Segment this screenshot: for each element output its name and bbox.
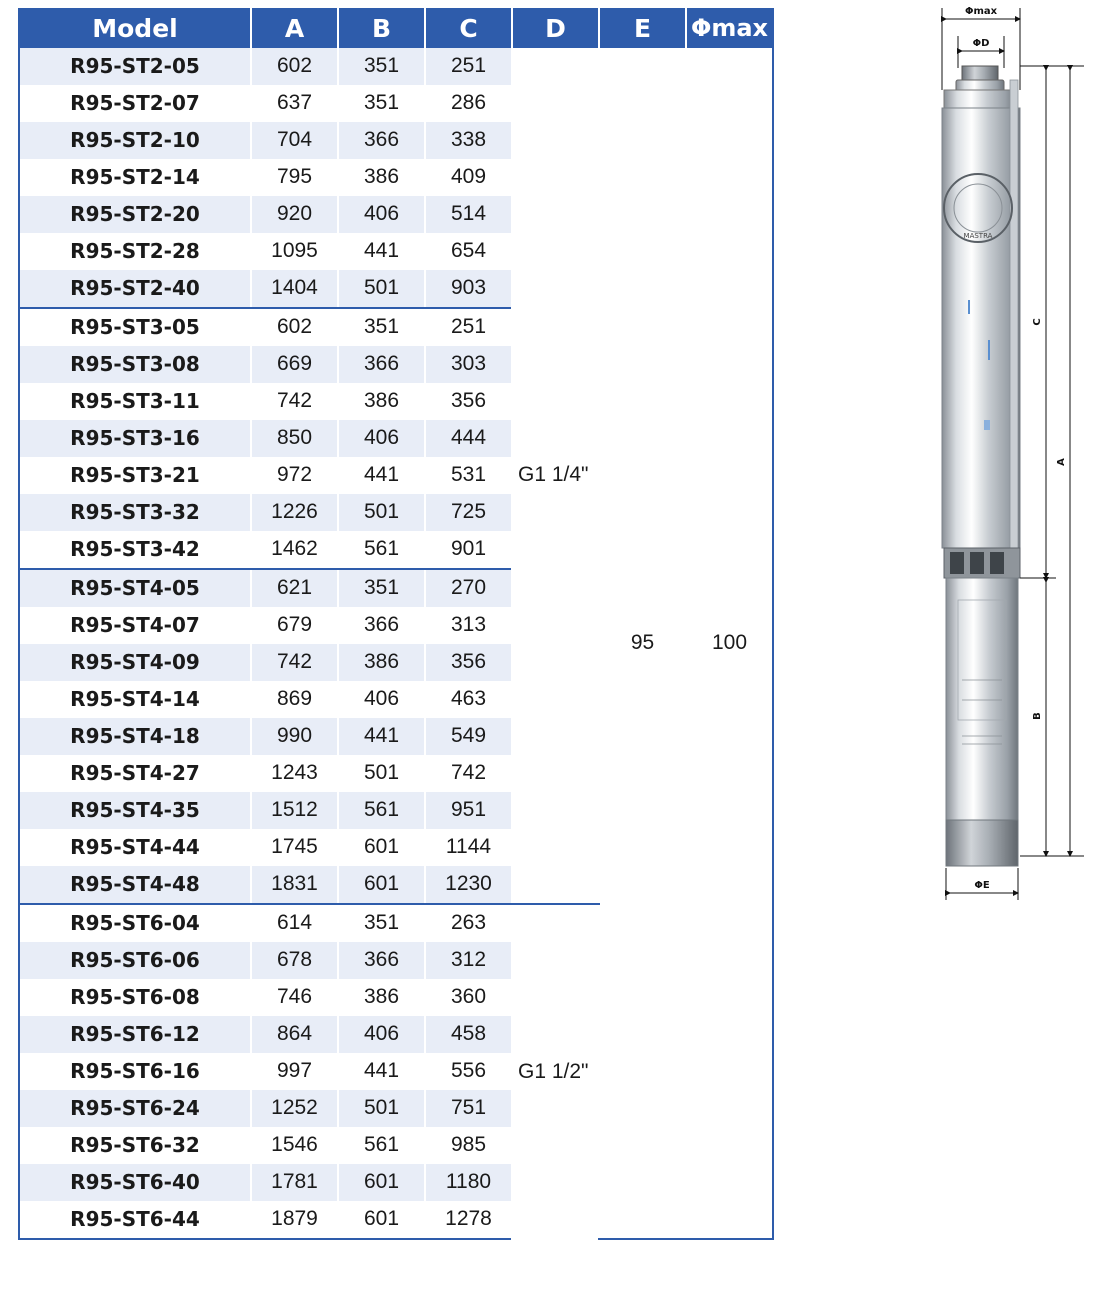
dimension-b-label: B: [1032, 712, 1043, 720]
label-mark: [968, 300, 970, 314]
dimension-c-cell: 556: [425, 1053, 512, 1090]
dimension-a-cell: 679: [251, 607, 338, 644]
dimension-c-cell: 1180: [425, 1164, 512, 1201]
model-cell: R95-ST2-40: [19, 270, 251, 308]
dimension-a-cell: 990: [251, 718, 338, 755]
model-cell: R95-ST6-16: [19, 1053, 251, 1090]
model-cell: R95-ST3-05: [19, 308, 251, 346]
dimension-a-cell: 742: [251, 383, 338, 420]
dimension-b-cell: 366: [338, 346, 425, 383]
dimension-c-cell: 531: [425, 457, 512, 494]
dimension-a-cell: 972: [251, 457, 338, 494]
model-cell: R95-ST2-20: [19, 196, 251, 233]
dimension-c-cell: 742: [425, 755, 512, 792]
dimension-a-cell: 920: [251, 196, 338, 233]
dimension-c-cell: 251: [425, 308, 512, 346]
dimension-c-cell: 313: [425, 607, 512, 644]
dimension-c-cell: 303: [425, 346, 512, 383]
dimension-c-cell: 514: [425, 196, 512, 233]
model-cell: R95-ST6-44: [19, 1201, 251, 1239]
dimension-a-cell: 1781: [251, 1164, 338, 1201]
dimension-c-cell: 903: [425, 270, 512, 308]
dimension-b-cell: 351: [338, 48, 425, 85]
dimension-a-cell: 1404: [251, 270, 338, 308]
dimension-a-cell: 621: [251, 569, 338, 607]
dimension-c-cell: 360: [425, 979, 512, 1016]
model-cell: R95-ST4-48: [19, 866, 251, 904]
dimension-c-cell: 1144: [425, 829, 512, 866]
dimension-b-cell: 501: [338, 1090, 425, 1127]
model-cell: R95-ST6-40: [19, 1164, 251, 1201]
header-model: Model: [19, 8, 251, 48]
dimension-a-cell: 1745: [251, 829, 338, 866]
dimension-b-cell: 366: [338, 607, 425, 644]
dimension-a-cell: 1462: [251, 531, 338, 569]
dimension-a-cell: 1831: [251, 866, 338, 904]
dimension-a-cell: 678: [251, 942, 338, 979]
dimension-a-cell: 602: [251, 308, 338, 346]
model-cell: R95-ST6-12: [19, 1016, 251, 1053]
dimension-b-cell: 351: [338, 85, 425, 122]
model-cell: R95-ST3-42: [19, 531, 251, 569]
dimension-b-cell: 601: [338, 1201, 425, 1239]
dimension-b-cell: 561: [338, 1127, 425, 1164]
dimensions-table: [18, 8, 774, 1240]
dimension-c-cell: 1230: [425, 866, 512, 904]
model-cell: R95-ST6-32: [19, 1127, 251, 1164]
dimension-b-cell: 406: [338, 420, 425, 457]
dimension-a-cell: 1879: [251, 1201, 338, 1239]
phi-d-label: ΦD: [972, 38, 990, 49]
dimension-b-cell: 366: [338, 122, 425, 159]
dimension-b-cell: 406: [338, 681, 425, 718]
dimension-c-cell: 409: [425, 159, 512, 196]
cable-guard: [1010, 80, 1018, 550]
model-cell: R95-ST2-28: [19, 233, 251, 270]
dimension-c-cell: 751: [425, 1090, 512, 1127]
dimension-a-cell: 669: [251, 346, 338, 383]
model-cell: R95-ST6-08: [19, 979, 251, 1016]
header-b: B: [338, 8, 425, 48]
model-cell: R95-ST3-21: [19, 457, 251, 494]
model-cell: R95-ST4-44: [19, 829, 251, 866]
dimension-b-cell: 501: [338, 755, 425, 792]
model-cell: R95-ST2-14: [19, 159, 251, 196]
dimension-a-cell: 1252: [251, 1090, 338, 1127]
dimension-a-cell: 1243: [251, 755, 338, 792]
dimension-b-cell: 441: [338, 457, 425, 494]
phi-e-dimension: [946, 868, 1018, 900]
dimension-e-cell: 95: [599, 48, 686, 1239]
header-c: C: [425, 8, 512, 48]
dimension-c-cell: 270: [425, 569, 512, 607]
model-cell: R95-ST4-35: [19, 792, 251, 829]
dimension-a-cell: 1226: [251, 494, 338, 531]
dimension-c-cell: 951: [425, 792, 512, 829]
dimension-b-cell: 366: [338, 942, 425, 979]
header-a: A: [251, 8, 338, 48]
pump-dimension-drawing: [900, 0, 1100, 910]
dimension-b-cell: 501: [338, 270, 425, 308]
model-cell: R95-ST2-07: [19, 85, 251, 122]
dimension-c-cell: 901: [425, 531, 512, 569]
model-cell: R95-ST2-05: [19, 48, 251, 85]
dimension-a-cell: 704: [251, 122, 338, 159]
dimension-b-cell: 406: [338, 196, 425, 233]
dimension-c-cell: 725: [425, 494, 512, 531]
label-mark: [988, 340, 990, 360]
dimension-b-cell: 386: [338, 383, 425, 420]
dimension-b-cell: 441: [338, 233, 425, 270]
dimension-a-cell: 850: [251, 420, 338, 457]
phi-max-cell: 100: [686, 48, 773, 1239]
model-cell: R95-ST2-10: [19, 122, 251, 159]
dimension-b-cell: 441: [338, 1053, 425, 1090]
dimension-b-cell: 351: [338, 308, 425, 346]
dimension-b-cell: 601: [338, 866, 425, 904]
dimension-b-cell: 561: [338, 531, 425, 569]
dimension-b-cell: 351: [338, 904, 425, 942]
dimension-b-cell: 406: [338, 1016, 425, 1053]
header-e: E: [599, 8, 686, 48]
table-row: [19, 48, 773, 85]
model-cell: R95-ST3-11: [19, 383, 251, 420]
dimension-a-cell: 795: [251, 159, 338, 196]
dimension-c-cell: 463: [425, 681, 512, 718]
dimension-c-cell: 263: [425, 904, 512, 942]
dimension-c-cell: 356: [425, 644, 512, 681]
dimension-c-cell: 1278: [425, 1201, 512, 1239]
dimension-b-cell: 386: [338, 644, 425, 681]
model-cell: R95-ST6-06: [19, 942, 251, 979]
label-mark: [984, 420, 990, 430]
model-cell: R95-ST4-18: [19, 718, 251, 755]
table-body: [19, 48, 773, 1239]
phi-max-label: Φmax: [964, 6, 998, 17]
dimension-a-label: A: [1056, 458, 1067, 466]
intake-section: [944, 548, 1020, 578]
dimension-b-cell: 501: [338, 494, 425, 531]
dimension-c-cell: 312: [425, 942, 512, 979]
dimension-b-cell: 601: [338, 829, 425, 866]
dimension-a-cell: 637: [251, 85, 338, 122]
dimension-a-cell: 1512: [251, 792, 338, 829]
height-dimensions: [1020, 66, 1084, 856]
motor-end-cap: [946, 820, 1018, 866]
dimension-b-cell: 601: [338, 1164, 425, 1201]
badge-text: MASTRA: [963, 232, 993, 240]
dimension-c-label: C: [1032, 318, 1043, 326]
model-cell: R95-ST4-14: [19, 681, 251, 718]
header-phi-max: Φmax: [686, 8, 773, 48]
dimension-c-cell: 356: [425, 383, 512, 420]
dimension-c-cell: 251: [425, 48, 512, 85]
model-cell: R95-ST6-04: [19, 904, 251, 942]
model-cell: R95-ST4-05: [19, 569, 251, 607]
phi-d-dimension: [958, 36, 1004, 68]
dimension-a-cell: 864: [251, 1016, 338, 1053]
model-cell: R95-ST4-09: [19, 644, 251, 681]
dimension-c-cell: 458: [425, 1016, 512, 1053]
model-cell: R95-ST6-24: [19, 1090, 251, 1127]
dimension-a-cell: 602: [251, 48, 338, 85]
model-cell: R95-ST3-08: [19, 346, 251, 383]
connection-d-cell: G1 1/4": [512, 48, 599, 904]
dimension-b-cell: 386: [338, 159, 425, 196]
dimension-c-cell: 654: [425, 233, 512, 270]
dimension-b-cell: 441: [338, 718, 425, 755]
model-cell: R95-ST4-27: [19, 755, 251, 792]
phi-e-label: ΦE: [974, 880, 990, 891]
dimension-a-cell: 742: [251, 644, 338, 681]
model-cell: R95-ST4-07: [19, 607, 251, 644]
model-cell: R95-ST3-32: [19, 494, 251, 531]
dimension-c-cell: 444: [425, 420, 512, 457]
dimension-c-cell: 338: [425, 122, 512, 159]
dimension-a-cell: 1095: [251, 233, 338, 270]
dimension-a-cell: 1546: [251, 1127, 338, 1164]
dimension-c-cell: 286: [425, 85, 512, 122]
dimension-c-cell: 985: [425, 1127, 512, 1164]
dimension-a-cell: 869: [251, 681, 338, 718]
table-header-row: [19, 8, 773, 48]
dimension-a-cell: 997: [251, 1053, 338, 1090]
model-cell: R95-ST3-16: [19, 420, 251, 457]
header-d: D: [512, 8, 599, 48]
dimension-a-cell: 746: [251, 979, 338, 1016]
dimension-b-cell: 386: [338, 979, 425, 1016]
dimension-b-cell: 351: [338, 569, 425, 607]
dimension-b-cell: 561: [338, 792, 425, 829]
dimension-c-cell: 549: [425, 718, 512, 755]
dimension-a-cell: 614: [251, 904, 338, 942]
connection-d-cell: G1 1/2": [512, 904, 599, 1239]
